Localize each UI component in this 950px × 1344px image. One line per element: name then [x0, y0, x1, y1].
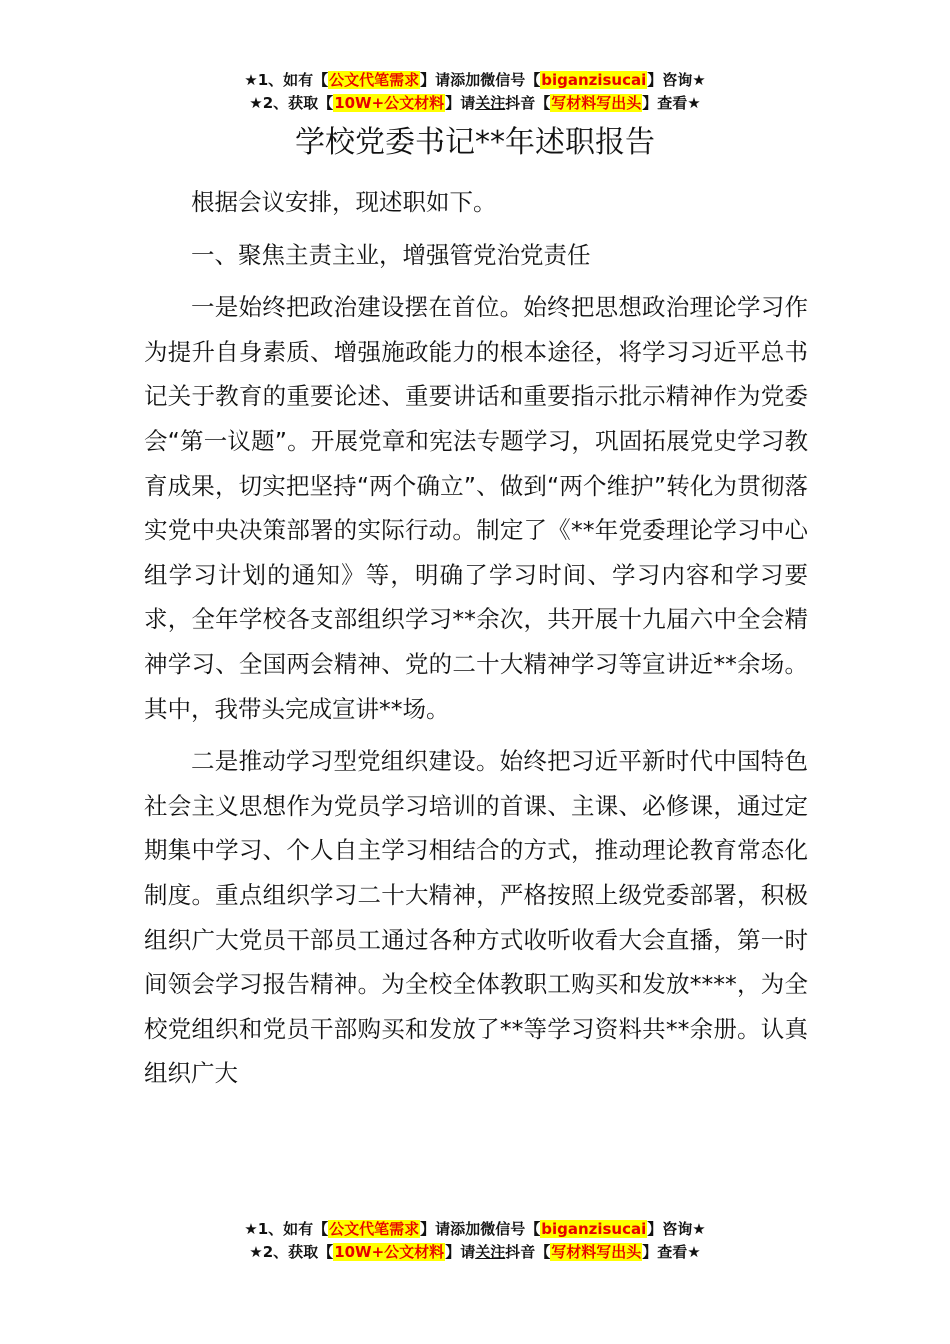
- banner-emphasis: 加: [465, 1220, 481, 1238]
- banner-highlight: 公文代笔需求: [329, 1220, 420, 1238]
- banner-text: 】查看★: [642, 1243, 701, 1261]
- banner-text: 微信号【: [480, 71, 541, 89]
- banner-highlight: 公文代笔需求: [329, 71, 420, 89]
- banner-text: 】请: [445, 94, 476, 112]
- banner-highlight: 10W+公文材料: [334, 1243, 445, 1261]
- banner-line-2: [0, 1241, 950, 1264]
- document-title: 学校党委书记**年述职报告: [295, 125, 655, 160]
- banner-emphasis: 加: [465, 71, 481, 89]
- banner-highlight: biganzisucai: [541, 71, 647, 89]
- banner-highlight: biganzisucai: [541, 1220, 647, 1238]
- paragraph-intro: 根据会议安排，现述职如下。: [191, 188, 497, 216]
- banner-text: 】查看★: [642, 94, 701, 112]
- banner-text: ★2、获取【: [249, 94, 334, 112]
- banner-text: ★1、如有【: [244, 1220, 329, 1238]
- banner-text: ★1、如有【: [244, 71, 329, 89]
- banner-text: 】咨询★: [647, 71, 706, 89]
- banner-text: 抖音【: [505, 94, 551, 112]
- footer-banner: [0, 1218, 950, 1264]
- header-banner: [0, 69, 950, 115]
- banner-emphasis: 关注: [475, 94, 506, 112]
- document-body: [144, 180, 808, 1096]
- banner-line-1: [0, 69, 950, 92]
- banner-text: 抖音【: [505, 1243, 551, 1261]
- banner-text: 】请: [445, 1243, 476, 1261]
- banner-text: 】咨询★: [647, 1220, 706, 1238]
- banner-emphasis: 关注: [475, 1243, 506, 1261]
- banner-highlight: 10W+公文材料: [334, 94, 445, 112]
- paragraph: 一是始终把政治建设摆在首位。始终把思想政治理论学习作为提升自身素质、增强施政能力的根本途径，将学习习近平总书记关于教育的重要论述、重要讲话和重要指示批示精神作为党委会“第一议题”。开展党章和宪法专题学习，巩固拓展党史学习教育成果，切实把坚持“两个确立”、做到“两个维护”转化为贯彻落实党中央决策部署的实际行动。制定了《**年党委理论学习中心组学习计划的通知》等，明确了学习时间、学习内容和学习要求，全年学校各支部组织学习**余次，共开展十九届六中全会精神学习、全国两会精神、党的二十大精神学习等宣讲近**余场。其中，我带头完成宣讲**场。: [144, 293, 808, 723]
- paragraph: 二是推动学习型党组织建设。始终把习近平新时代中国特色社会主义思想作为党员学习培训的首课、主课、必修课，通过定期集中学习、个人自主学习相结合的方式，推动理论教育常态化制度。重点组织学习二十大精神，严格按照上级党委部署，积极组织广大党员干部员工通过各种方式收听收看大会直播，第一时间领会学习报告精神。为全校全体教职工购买和发放****，为全校党组织和党员干部购买和发放了**等学习资料共**余册。认真组织广大: [144, 747, 808, 1088]
- banner-highlight: 写材料写出头: [551, 94, 642, 112]
- banner-highlight: 写材料写出头: [551, 1243, 642, 1261]
- banner-line-1: [0, 1218, 950, 1241]
- banner-text: 微信号【: [480, 1220, 541, 1238]
- banner-text: 】请添: [420, 71, 466, 89]
- banner-line-2: [0, 92, 950, 115]
- banner-text: 】请添: [420, 1220, 466, 1238]
- banner-text: ★2、获取【: [249, 1243, 334, 1261]
- section-heading: 一、聚焦主责主业，增强管党治党责任: [191, 240, 591, 269]
